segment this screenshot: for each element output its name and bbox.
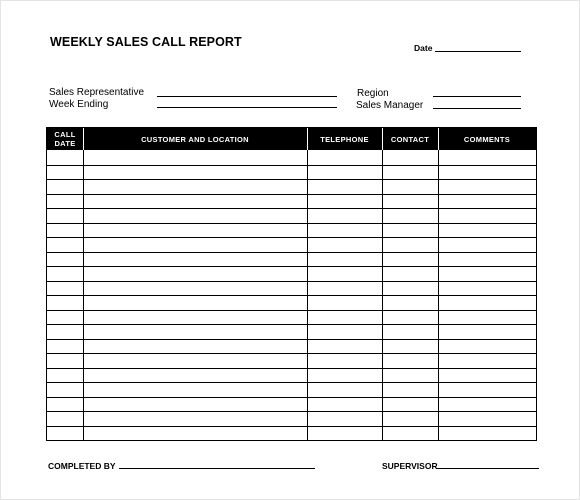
week-ending-label: Week Ending bbox=[49, 99, 109, 110]
table-row-rule bbox=[47, 165, 536, 166]
table-row-rule bbox=[47, 281, 536, 282]
date-label: Date bbox=[414, 43, 433, 53]
table-row-rule bbox=[47, 223, 536, 224]
table-row-rule bbox=[47, 324, 536, 325]
sales-manager-label: Sales Manager bbox=[356, 100, 424, 111]
header-comments: COMMENTS bbox=[463, 134, 511, 144]
header-call-date-line1: CALL bbox=[54, 130, 76, 139]
completed-by-label: COMPLETED BY bbox=[48, 461, 116, 471]
table-row-rule bbox=[47, 237, 536, 238]
supervisor-field-line[interactable] bbox=[437, 468, 539, 469]
table-row-rule bbox=[47, 179, 536, 180]
sales-manager-field-line[interactable] bbox=[433, 108, 521, 109]
table-row-rule bbox=[47, 339, 536, 340]
region-field-line[interactable] bbox=[433, 96, 521, 97]
header-customer-location: CUSTOMER AND LOCATION bbox=[141, 134, 249, 144]
sales-rep-label: Sales Representative bbox=[49, 87, 145, 98]
table-row-rule bbox=[47, 194, 536, 195]
header-divider bbox=[307, 128, 308, 150]
completed-by-field-line[interactable] bbox=[119, 468, 315, 469]
table-row-rule bbox=[47, 208, 536, 209]
sales-rep-field-line[interactable] bbox=[157, 96, 337, 97]
table-row-rule bbox=[47, 266, 536, 267]
header-divider bbox=[438, 128, 439, 150]
table-row-rule bbox=[47, 295, 536, 296]
table-row-rule bbox=[47, 382, 536, 383]
header-telephone: TELEPHONE bbox=[320, 134, 369, 144]
table-row-rule bbox=[47, 426, 536, 427]
table-body bbox=[47, 150, 536, 440]
table-row-rule bbox=[47, 368, 536, 369]
header-contact: CONTACT bbox=[390, 134, 430, 144]
supervisor-label: SUPERVISOR bbox=[382, 461, 438, 471]
table-row-rule bbox=[47, 310, 536, 311]
report-title: WEEKLY SALES CALL REPORT bbox=[50, 35, 242, 49]
call-log-table bbox=[46, 127, 537, 441]
region-label: Region bbox=[357, 88, 389, 99]
table-row-rule bbox=[47, 252, 536, 253]
week-ending-field-line[interactable] bbox=[157, 107, 337, 108]
table-row-rule bbox=[47, 353, 536, 354]
date-field-line[interactable] bbox=[435, 51, 521, 52]
header-call-date bbox=[47, 128, 83, 150]
table-row-rule bbox=[47, 397, 536, 398]
table-row-rule bbox=[47, 411, 536, 412]
header-divider bbox=[382, 128, 383, 150]
header-divider bbox=[83, 128, 84, 150]
header-call-date-line2: DATE bbox=[54, 139, 76, 148]
